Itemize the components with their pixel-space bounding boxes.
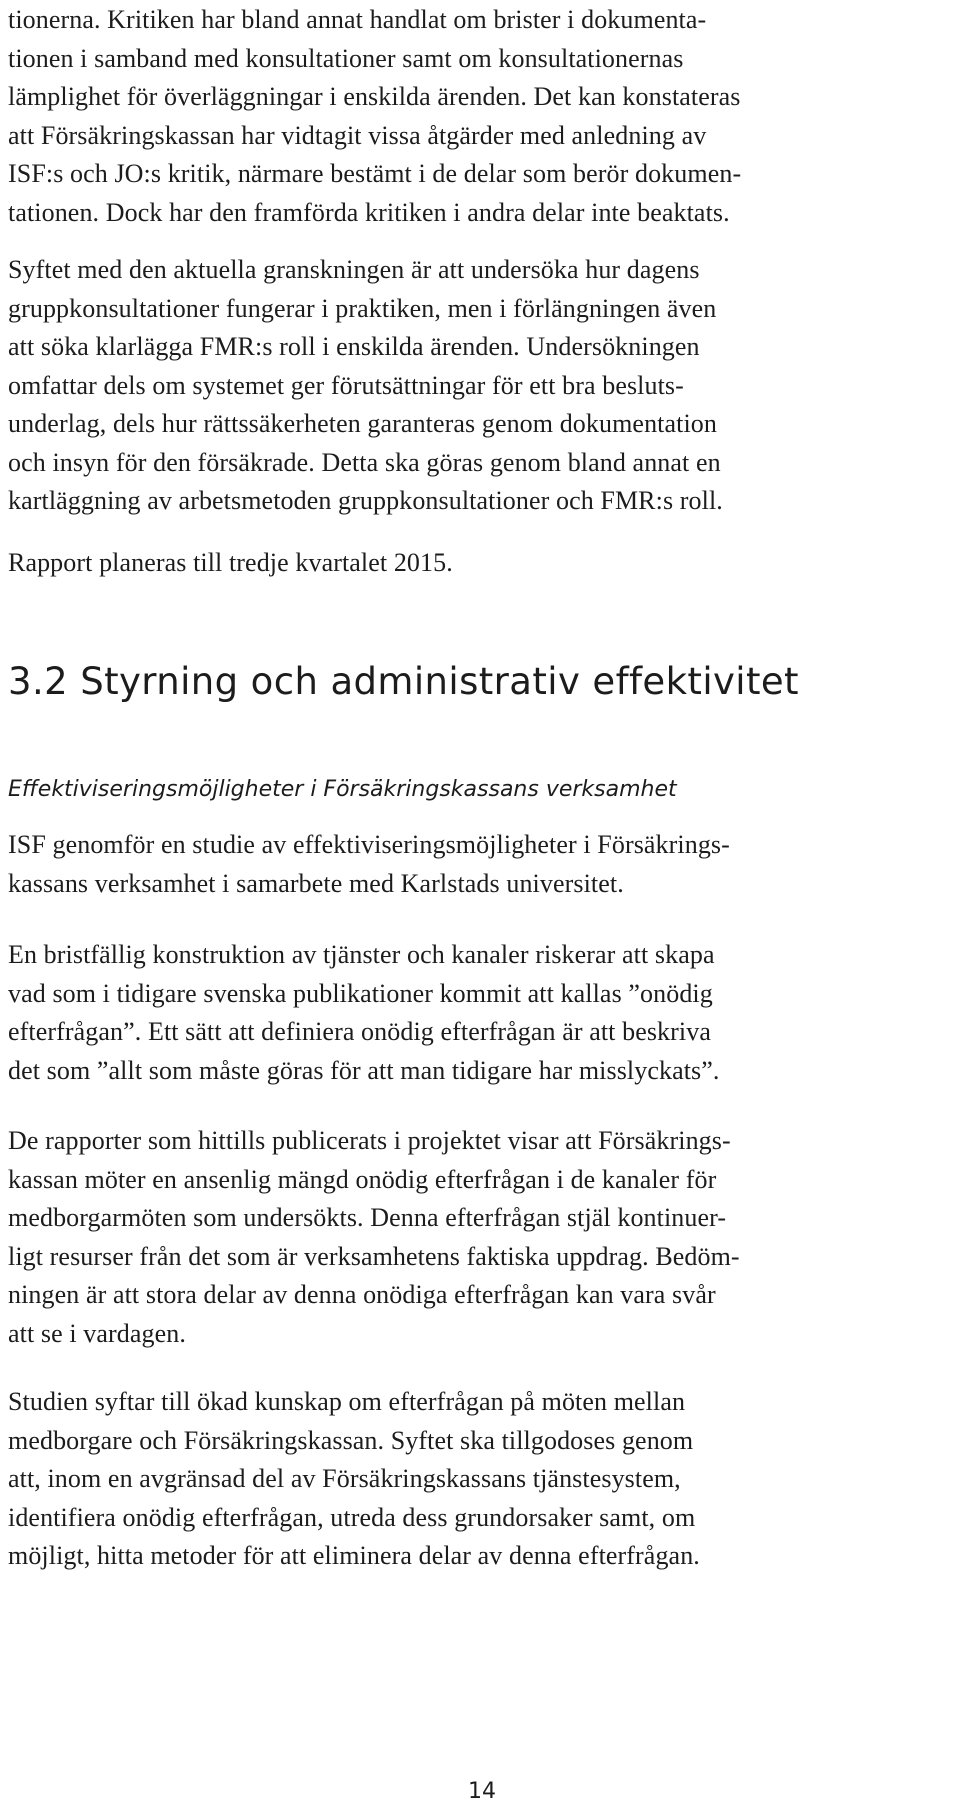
section-subheading: Effektiviseringsmöjligheter i Försäkringskassans verksamhet [8,777,677,802]
text-line: lämplighet för överläggningar i enskilda ärenden. Det kan konstateras [8,82,741,111]
paragraph-study-intro [8,826,730,903]
text-line: medborgarmöten som undersökts. Denna efterfrågan stjäl kontinuer- [8,1203,727,1232]
text-line: tionen i samband med konsultationer samt om konsultationernas [8,43,684,73]
text-line: efterfrågan”. Ett sätt att definiera onödig efterfrågan är att beskriva [8,1017,711,1046]
text-line: Rapport planeras till tredje kvartalet 2015. [8,548,453,577]
text-line: underlag, dels hur rättssäkerheten garanteras genom dokumentation [8,409,717,438]
text-line: ISF genomför en studie av effektiviseringsmöjligheter i Försäkrings- [8,830,730,859]
text-line: identifiera onödig efterfrågan, utreda dess grundorsaker samt, om [8,1502,696,1532]
text-line: ligt resurser från det som är verksamhetens faktiska uppdrag. Bedöm- [8,1241,740,1271]
text-line: tationen. Dock har den framförda kritiken i andra delar inte beaktats. [8,197,730,227]
text-line: det som ”allt som måste göras för att man tidigare har misslyckats”. [8,1055,720,1085]
text-line: Syftet med den aktuella granskningen är att undersöka hur dagens [8,255,700,284]
text-line: möjligt, hitta metoder för att eliminera delar av denna efterfrågan. [8,1541,700,1570]
text-line: omfattar dels om systemet ger förutsättningar för ett bra besluts- [8,370,684,400]
text-line: tionerna. Kritiken har bland annat handlat om brister i dokumenta- [8,5,707,34]
text-line: att, inom en avgränsad del av Försäkringskassans tjänstesystem, [8,1464,681,1493]
text-line: kassans verksamhet i samarbete med Karlstads universitet. [8,868,624,898]
text-line: vad som i tidigare svenska publikationer kommit att kallas ”onödig [8,978,713,1008]
section-heading: 3.2 Styrning och administrativ effektivitet [8,660,799,703]
text-line: ISF:s och JO:s kritik, närmare bestämt i de delar som berör dokumen- [8,159,742,188]
text-line: Studien syftar till ökad kunskap om efterfrågan på möten mellan [8,1387,686,1416]
text-line: och insyn för den försäkrade. Detta ska göras genom bland annat en [8,447,721,477]
paragraph-study-aim [8,1383,700,1576]
document-page [8,0,954,1807]
text-line: att se i vardagen. [8,1318,186,1348]
text-line: medborgare och Försäkringskassan. Syftet ska tillgodoses genom [8,1425,694,1455]
text-line: gruppkonsultationer fungerar i praktiken, men i förlängningen även [8,293,717,323]
text-line: De rapporter som hittills publicerats i projektet visar att Försäkrings- [8,1126,731,1155]
text-line: ningen är att stora delar av denna onödiga efterfrågan kan vara svår [8,1280,716,1309]
text-line: kassan möter en ansenlig mängd onödig efterfrågan i de kanaler för [8,1164,717,1194]
paragraph-report-plan [8,544,453,583]
text-line: En bristfällig konstruktion av tjänster och kanaler riskerar att skapa [8,940,715,969]
page-number: 14 [468,1779,496,1804]
text-line: kartläggning av arbetsmetoden gruppkonsultationer och FMR:s roll. [8,486,723,515]
paragraph-unnecessary-demand [8,936,720,1090]
text-line: att Försäkringskassan har vidtagit vissa åtgärder med anledning av [8,120,707,150]
paragraph-criticism [8,1,741,232]
paragraph-reports [8,1122,740,1353]
text-line: att söka klarlägga FMR:s roll i enskilda ärenden. Undersökningen [8,332,700,361]
paragraph-purpose [8,251,723,521]
